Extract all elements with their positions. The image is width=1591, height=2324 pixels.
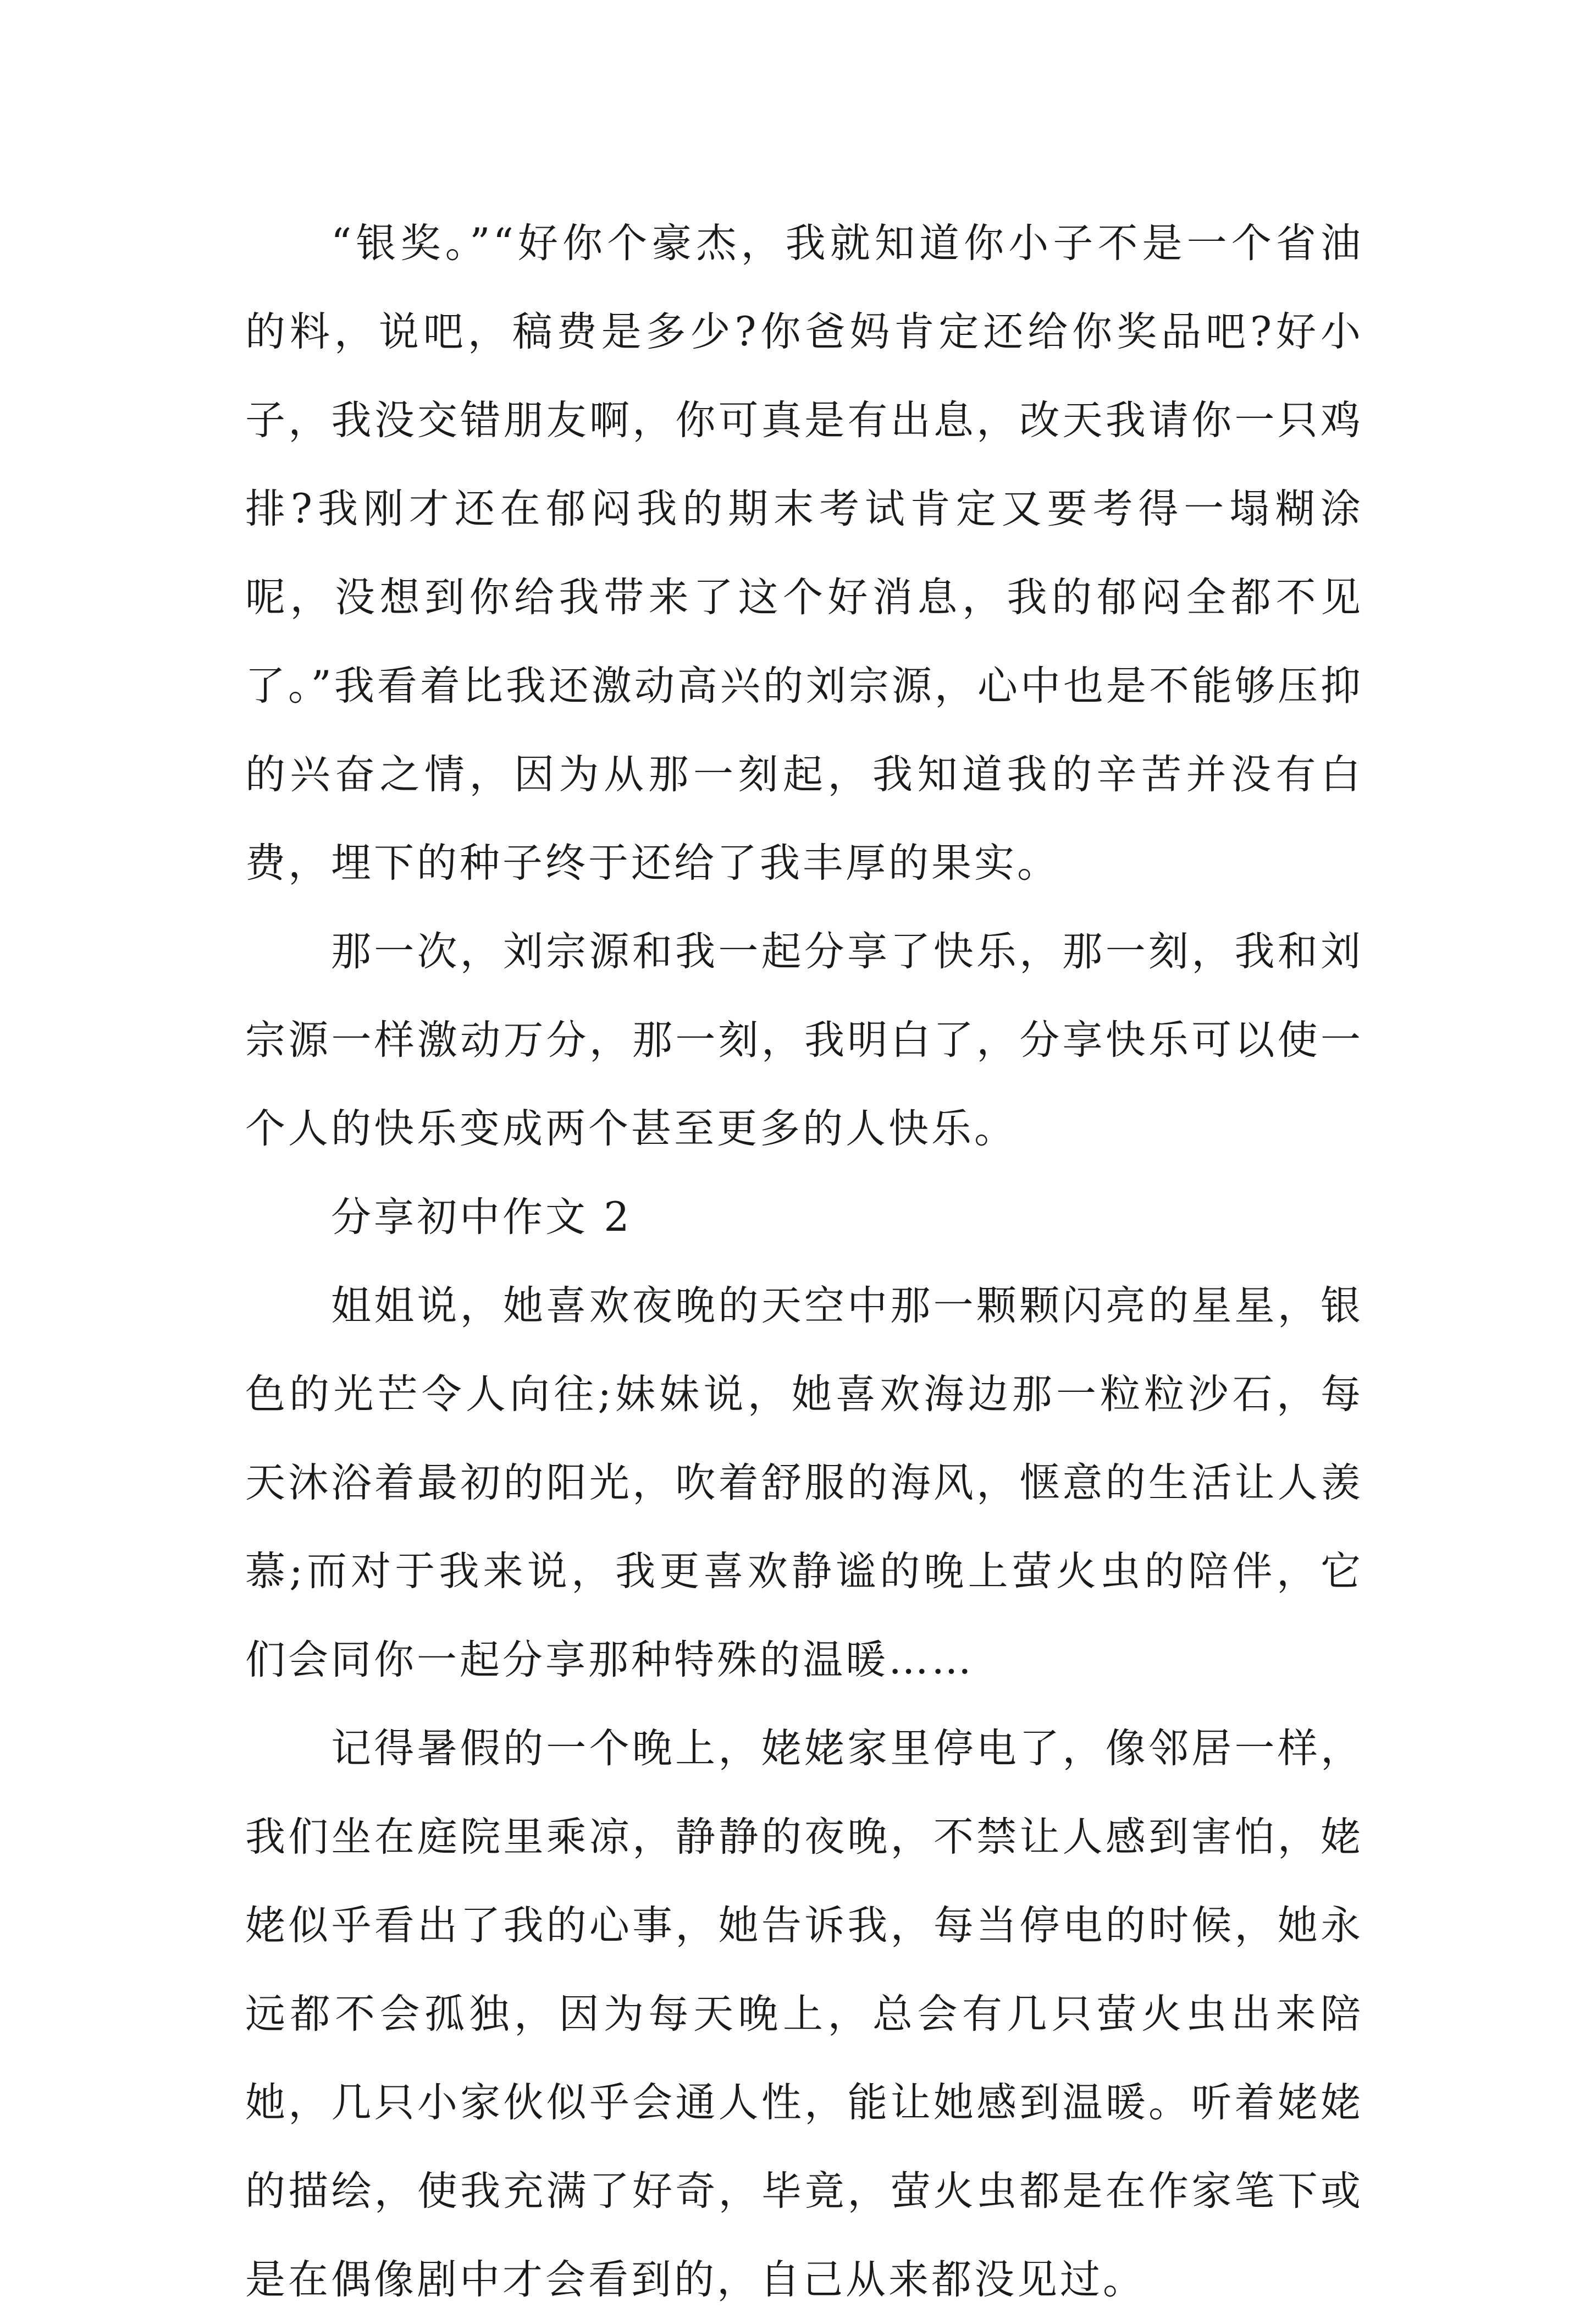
section-heading: 分享初中作文 2 [331, 1194, 632, 1241]
paragraph-sharing-joy: 那一次，刘宗源和我一起分享了快乐，那一刻，我和刘宗源一样激动万分，那一刻，我明白了，分享快乐可以使一个人的快乐变成两个甚至更多的人快乐。 [245, 928, 1363, 1152]
document-body [245, 199, 1363, 2324]
paragraph-dialogue: “银奖。”“好你个豪杰，我就知道你小子不是一个省油的料，说吧，稿费是多少?你爸妈肯定还给你奖品吧?好小子，我没交错朋友啊，你可真是有出息，改天我请你一只鸡排?我刚才还在郁闷我的期末考试肯定又要考得一塌糊涂呢，没想到你给我带来了这个好消息，我的郁闷全都不见了。”我看着比我还激动高兴的刘宗源，心中也是不能够压抑的兴奋之情，因为从那一刻起，我知道我的辛苦并没有白费，埋下的种子终于还给了我丰厚的果实。 [245, 220, 1363, 886]
paragraph-sister-stars: 姐姐说，她喜欢夜晚的天空中那一颗颗闪亮的星星，银色的光芒令人向往;妹妹说，她喜欢海边那一粒粒沙石，每天沐浴着最初的阳光，吹着舒服的海风，惬意的生活让人羡慕;而对于我来说，我更喜欢静谧的晚上萤火虫的陪伴，它们会同你一起分享那种特殊的温暖…… [245, 1282, 1363, 1683]
paragraph-summer-night: 记得暑假的一个晚上，姥姥家里停电了，像邻居一样，我们坐在庭院里乘凉，静静的夜晚，不禁让人感到害怕，姥姥似乎看出了我的心事，她告诉我，每当停电的时候，她永远都不会孤独，因为每天晚上，总会有几只萤火虫出来陪她，几只小家伙似乎会通人性，能让她感到温暖。听着姥姥的描绘，使我充满了好奇，毕竟，萤火虫都是在作家笔下或是在偶像剧中才会看到的，自己从来都没见过。 [245, 1725, 1363, 2303]
